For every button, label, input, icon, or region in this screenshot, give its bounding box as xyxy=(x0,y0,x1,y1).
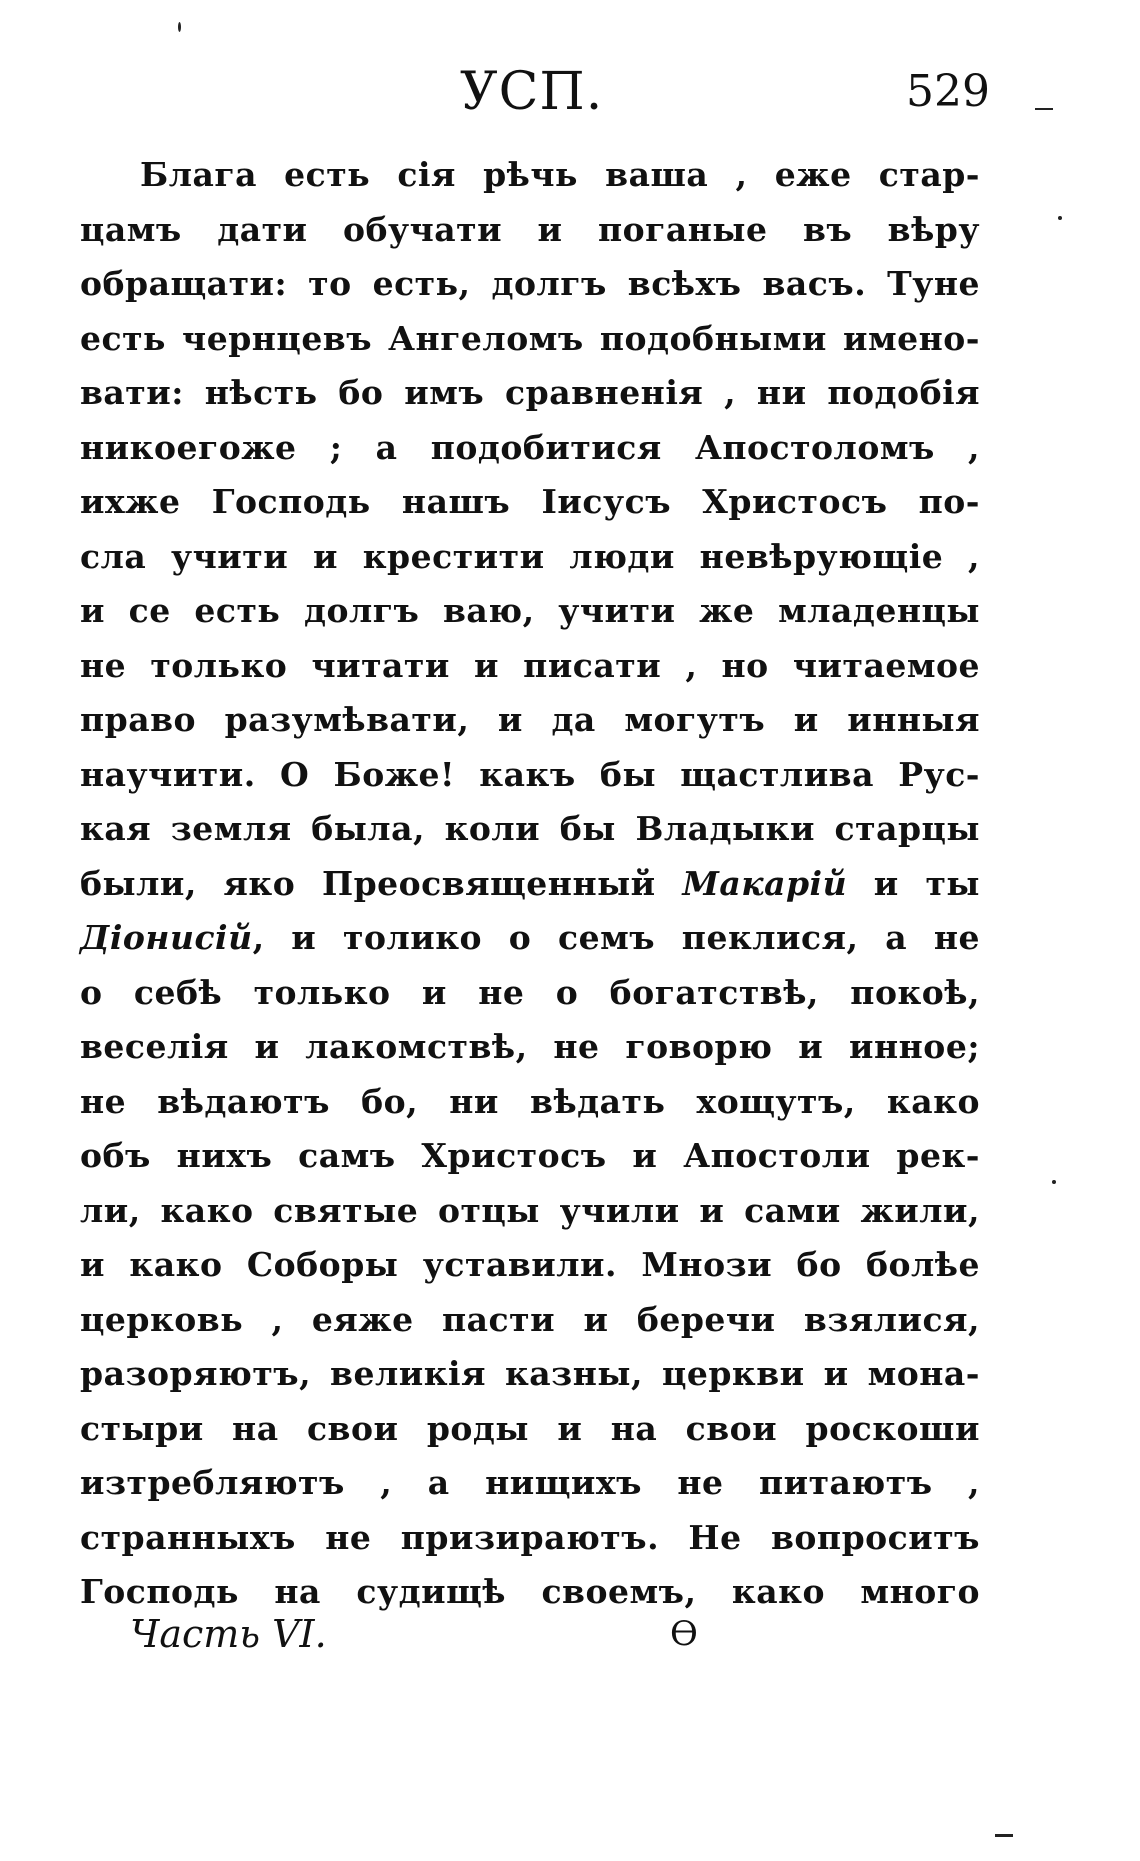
signature-label: Часть VI. xyxy=(130,1612,327,1656)
line-text: цамъ дати обучати и поганые въ вѣру xyxy=(80,209,980,249)
name-makariy: Макарій xyxy=(682,863,848,903)
text-line xyxy=(80,857,980,912)
text-line xyxy=(80,475,980,530)
line-text: стыри на свои роды и на свои роскоши xyxy=(80,1408,980,1448)
text-line xyxy=(80,148,980,203)
scan-speck xyxy=(1052,1180,1056,1184)
text-line xyxy=(80,1402,980,1457)
text-line xyxy=(80,1075,980,1130)
line-text: и како Соборы уставили. Мнози бо болѣе xyxy=(80,1245,980,1284)
text-line xyxy=(80,748,980,803)
running-title: УСП. xyxy=(460,62,604,122)
text-line xyxy=(80,966,980,1021)
line-text: церковь , еяже пасти и беречи взялися, xyxy=(80,1299,980,1339)
line-text: не вѣдаютъ бо, ни вѣдать хощутъ, како xyxy=(80,1081,980,1121)
body-text xyxy=(80,148,980,1620)
line-text: есть чернцевъ Ангеломъ подобными имено- xyxy=(80,318,980,358)
line-text: были, яко Преосвященный xyxy=(80,863,683,903)
line-text: объ нихъ самъ Христосъ и Апостоли рек- xyxy=(80,1136,980,1175)
text-line xyxy=(80,530,980,585)
line-text: разоряютъ, великія казны, церкви и мона- xyxy=(80,1354,980,1393)
line-text: изтребляютъ , а нищихъ не питаютъ , xyxy=(80,1463,980,1502)
line-text: никоегоже ; а подобитися Апостоломъ , xyxy=(80,427,980,467)
line-text: не только читати и писати , но читаемое xyxy=(80,645,980,685)
line-text: научити. О Боже! какъ бы щастлива Рус- xyxy=(80,754,980,794)
text-line xyxy=(80,1347,980,1402)
page-number: 529 xyxy=(906,66,990,117)
line-text: сла учити и крестити люди невѣрующіе , xyxy=(80,536,980,576)
line-text: и ты xyxy=(847,863,980,903)
text-line xyxy=(80,1238,980,1293)
text-line xyxy=(80,312,980,367)
text-line xyxy=(80,1293,980,1348)
line-text: вати: нѣсть бо имъ сравненія , ни подобія xyxy=(80,373,980,412)
text-line xyxy=(80,911,980,966)
text-line xyxy=(80,1511,980,1566)
text-line xyxy=(80,802,980,857)
line-text: веселія и лакомствѣ, не говорю и инное; xyxy=(80,1027,980,1066)
text-line xyxy=(80,639,980,694)
line-text: обращати: то есть, долгъ всѣхъ васъ. Туне xyxy=(80,264,980,303)
running-head xyxy=(90,62,990,122)
signature-mark: Ѳ xyxy=(670,1614,698,1654)
line-text: Господь на судищѣ своемъ, како много xyxy=(80,1572,980,1611)
line-text: и се есть долгъ ваю, учити же младенцы xyxy=(80,591,980,630)
text-line xyxy=(80,584,980,639)
signature-footer xyxy=(130,1612,730,1662)
line-text: ихже Господь нашъ Іисусъ Христосъ по- xyxy=(80,482,980,521)
line-text: странныхъ не призираютъ. Не вопроситъ xyxy=(80,1517,980,1557)
scan-speck xyxy=(1035,108,1053,110)
scan-speck xyxy=(178,22,181,32)
text-line xyxy=(80,1020,980,1075)
name-dionisiy: Діонисій xyxy=(80,918,253,957)
scan-speck xyxy=(995,1834,1013,1837)
scan-speck xyxy=(1058,216,1062,220)
line-text: право разумѣвати, и да могутъ и инныя xyxy=(80,700,980,739)
text-line xyxy=(80,257,980,312)
line-text: о себѣ только и не о богатствѣ, покоѣ, xyxy=(80,972,980,1012)
text-line xyxy=(80,693,980,748)
text-line xyxy=(80,421,980,476)
line-text: кая земля была, коли бы Владыки старцы xyxy=(80,809,980,848)
text-line xyxy=(80,203,980,258)
line-text: ли, како святые отцы учили и сами жили, xyxy=(80,1190,980,1230)
text-line xyxy=(80,1456,980,1511)
text-line xyxy=(80,1129,980,1184)
text-line xyxy=(80,366,980,421)
line-text: Блага есть сія рѣчь ваша , еже стар- xyxy=(140,155,980,194)
text-line xyxy=(80,1184,980,1239)
line-text: , и толико о семъ пеклися, а не xyxy=(252,918,980,957)
